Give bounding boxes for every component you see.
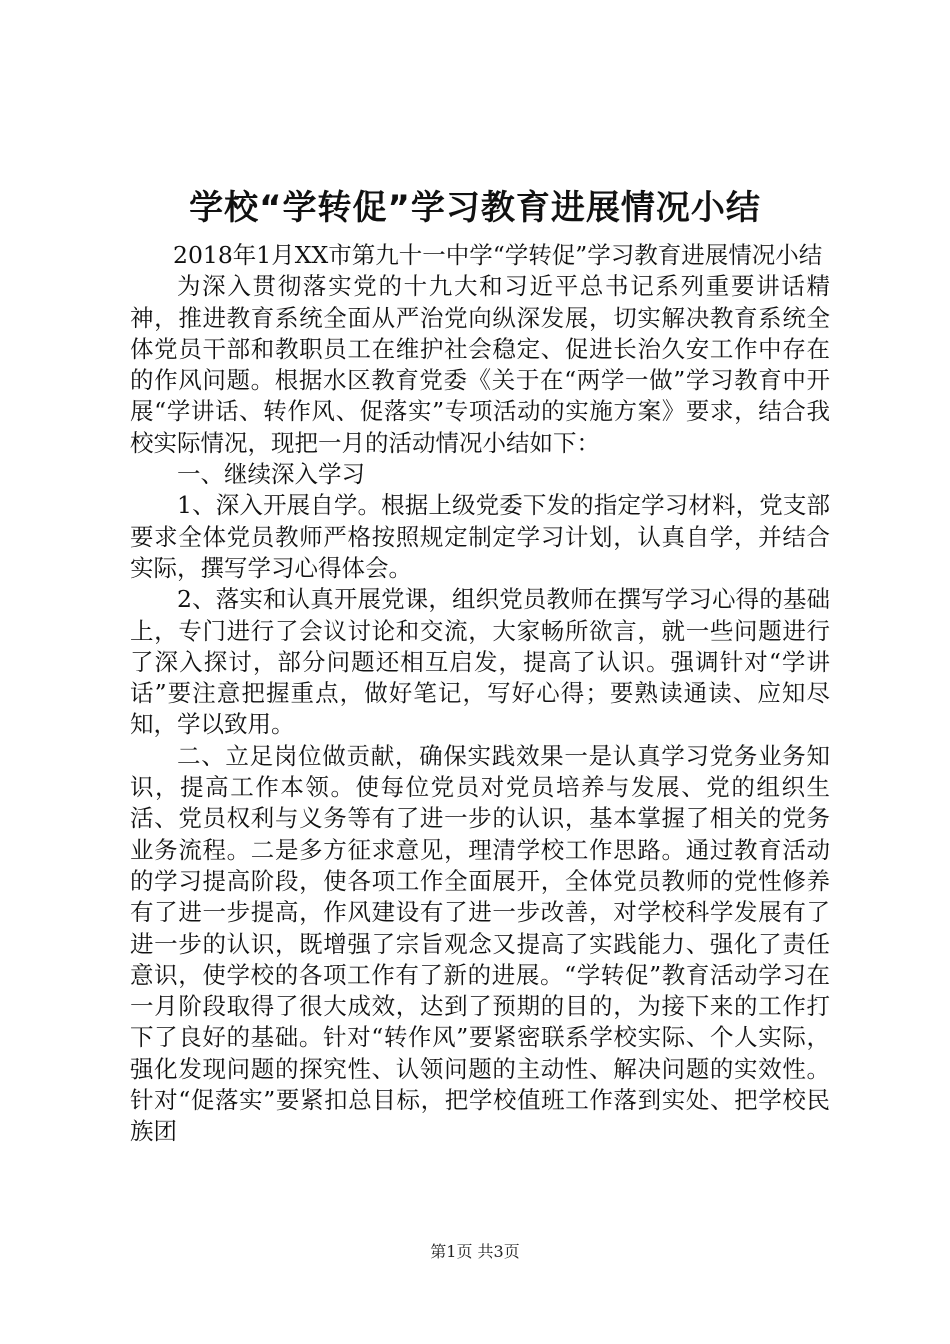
page-number-footer: 第1页 共3页 [430, 1242, 520, 1261]
document-body [130, 240, 830, 1148]
document-title: 学校“学转促”学习教育进展情况小结 [189, 188, 761, 228]
section-heading-1: 一、继续深入学习 [177, 460, 365, 489]
paragraph-dateline: 2018年1月XX市第九十一中学“学转促”学习教育进展情况小结 [173, 241, 823, 269]
paragraph-intro: 为深入贯彻落实党的十九大和习近平总书记系列重要讲话精神，推进教育系统全面从严治党向纵深发展，切实解决教育系统全体党员干部和教职员工在维护社会稳定、促进长治久安工作中存在的作风问题。根据水区教育党委《关于在“两学一做”学习教育中开展“学讲话、转作风、促落实”专项活动的实施方案》要求，结合我校实际情况，现把一月的活动情况小结如下： [130, 272, 830, 457]
paragraph-self-study: 1、深入开展自学。根据上级党委下发的指定学习材料，党支部要求全体党员教师严格按照规定制定学习计划，认真自学，并结合实际，撰写学习心得体会。 [130, 491, 830, 582]
paragraph-section-2: 二、立足岗位做贡献，确保实践效果一是认真学习党务业务知识，提高工作本领。使每位党员对党员培养与发展、党的组织生活、党员权利与义务等有了进一步的认识，基本掌握了相关的党务业务流程。二是多方征求意见，理清学校工作思路。通过教育活动的学习提高阶段，使各项工作全面展开，全体党员教师的党性修养有了进一步提高，作风建设有了进一步改善，对学校科学发展有了进一步的认识，既增强了宗旨观念又提高了实践能力、强化了责任意识，使学校的各项工作有了新的进展。“学转促”教育活动学习在一月阶段取得了很大成效，达到了预期的目的，为接下来的工作打下了良好的基础。针对“转作风”要紧密联系学校实际、个人实际，强化发现问题的探究性、认领问题的主动性、解决问题的实效性。针对“促落实”要紧扣总目标，把学校值班工作落到实处、把学校民族团 [130, 741, 830, 1146]
paragraph-party-lesson: 2、落实和认真开展党课，组织党员教师在撰写学习心得的基础上，专门进行了会议讨论和交流，大家畅所欲言，就一些问题进行了深入探讨，部分问题还相互启发，提高了认识。强调针对“学讲话”要注意把握重点，做好笔记，写好心得；要熟读通读、应知尽知，学以致用。 [130, 585, 830, 739]
